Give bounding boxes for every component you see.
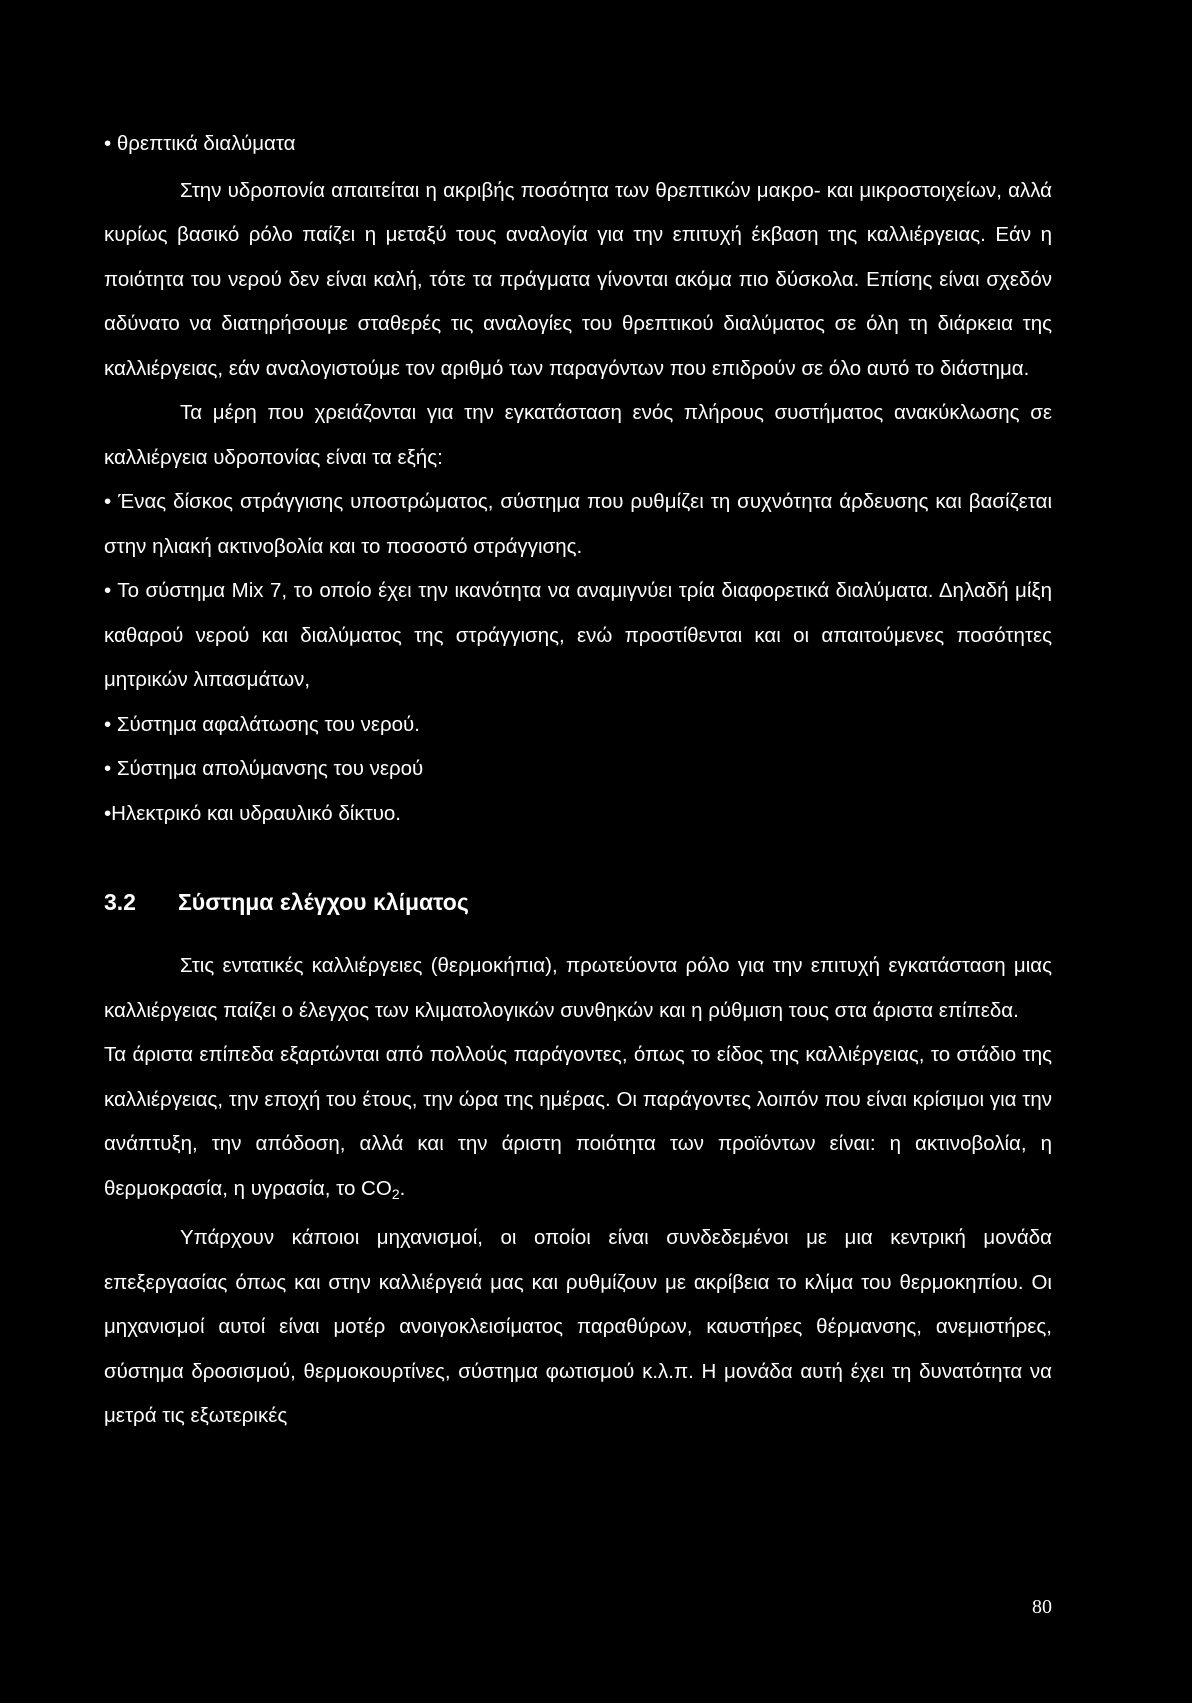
list-item: • Σύστημα απολύμανσης του νερού: [104, 757, 424, 780]
paragraph-system-parts: Τα μέρη που χρειάζονται για την εγκατάσταση ενός πλήρους συστήματος ανακύκλωσης σε καλλιέργεια υδροπονίας είναι τα εξής:: [104, 401, 1052, 469]
paragraph-mechanisms: Υπάρχουν κάποιοι μηχανισμοί, οι οποίοι είναι συνδεδεμένοι με μια κεντρική μονάδα επεξεργασίας όπως και στην καλλιέργειά μας και ρυθμίζουν με ακρίβεια το κλίμα του θερμοκηπίου. Οι μηχανισμοί αυτοί είναι μοτέρ ανοιγοκλεισίματος παραθύρων, καυστήρες θέρμανσης, ανεμιστήρες, σύστημα δροσισμού, θερμοκουρτίνες, σύστημα φωτισμού κ.λ.π. Η μονάδα αυτή έχει τη δυνατότητα να μετρά τις εξωτερικές: [104, 1226, 1052, 1427]
section-heading: [104, 882, 1052, 922]
page-number: 80: [1032, 1596, 1052, 1618]
paragraph-optimal-levels-text: Τα άριστα επίπεδα εξαρτώνται από πολλούς παράγοντες, όπως το είδος της καλλιέργειας, το στάδιο της καλλιέργειας, την εποχή του έτους, την ώρα της ημέρας. Οι παράγοντες λοιπόν που είναι κρίσιμοι για την ανάπτυξη, την απόδοση, αλλά και την άριστη ποιότητα των προϊόντων είναι: η ακτινοβολία, η θερμοκρασία, η υγρασία, το CO: [104, 1043, 1052, 1200]
list-item: • Σύστημα αφαλάτωσης του νερού.: [104, 712, 420, 736]
paragraph-climate-control: Στις εντατικές καλλιέργειες (θερμοκήπια), πρωτεύοντα ρόλο για την επιτυχή εγκατάσταση μιας καλλιέργειας παίζει ο έλεγχος των κλιματολογικών συνθηκών και η ρύθμιση τους στα άριστα επίπεδα.: [104, 954, 1052, 1022]
list-item: • Το σύστημα Mix 7, το οποίο έχει την ικανότητα να αναμιγνύει τρία διαφορετικά διαλύματα. Δηλαδή μίξη καθαρού νερού και διαλύματος της στράγγισης, ενώ προστίθενται και οι απαιτούμενες ποσότητες μητρικών λιπασμάτων,: [104, 579, 1052, 691]
list-item: • Ένας δίσκος στράγγισης υποστρώματος, σύστημα που ρυθμίζει τη συχνότητα άρδευσης και βασίζεται στην ηλιακή ακτινοβολία και το ποσοστό στράγγισης.: [104, 490, 1052, 558]
section-number: 3.2: [104, 889, 136, 915]
list-item: •Ηλεκτρικό και υδραυλικό δίκτυο.: [104, 801, 401, 825]
co2-subscript: 2: [391, 1185, 400, 1202]
section-title: Σύστημα ελέγχου κλίματος: [178, 889, 469, 915]
paragraph-optimal-levels-end: .: [399, 1176, 406, 1200]
paragraph-hydroponics-nutrients: Στην υδροπονία απαιτείται η ακριβής ποσότητα των θρεπτικών μακρο- και μικροστοιχείων, αλλά κυρίως βασικό ρόλο παίζει η μεταξύ τους αναλογία για την επιτυχή έκβαση της καλλιέργειας. Εάν η ποιότητα του νερού δεν είναι καλή, τότε τα πράγματα γίνονται ακόμα πιο δύσκολα. Επίσης είναι σχεδόν αδύνατο να διατηρήσουμε σταθερές τις αναλογίες του θρεπτικού διαλύματος σε όλη τη διάρκεια της καλλιέργειας, εάν αναλογιστούμε τον αριθμό των παραγόντων που επιδρούν σε όλο αυτό το διάστημα.: [104, 178, 1052, 380]
paragraph-optimal-levels: [104, 1033, 1052, 1216]
bullet-heading: • θρεπτικά διαλύματα: [104, 132, 296, 155]
page-content: [104, 122, 1052, 1439]
